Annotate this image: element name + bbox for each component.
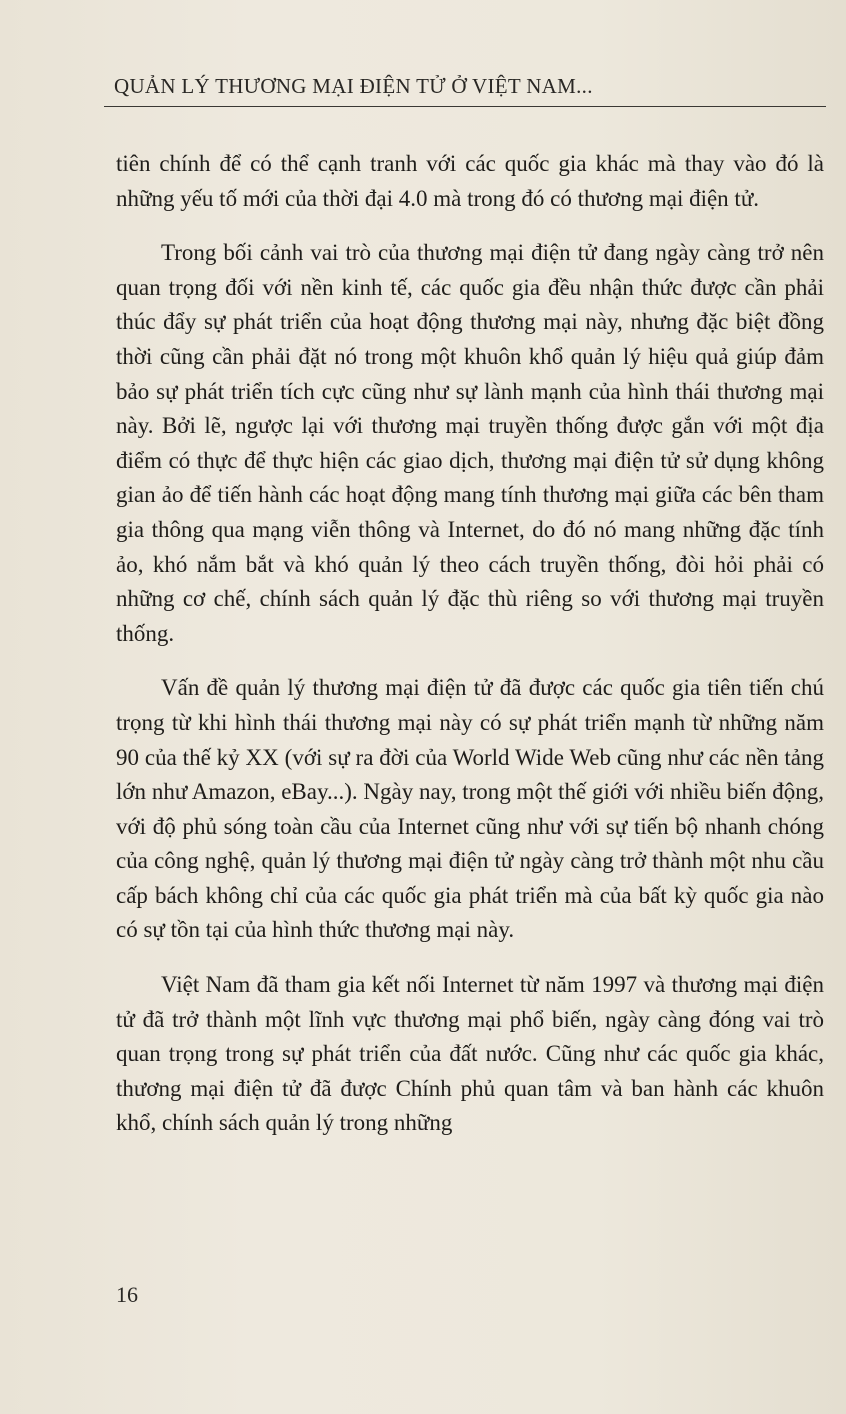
page-number: 16	[116, 1282, 138, 1307]
paragraph-continued: tiên chính để có thể cạnh tranh với các quốc gia khác mà thay vào đó là những yếu tố mới của thời đại 4.0 mà trong đó có thương mại điện tử.	[116, 151, 824, 211]
paragraph: Trong bối cảnh vai trò của thương mại điện tử đang ngày càng trở nên quan trọng đối với nền kinh tế, các quốc gia đều nhận thức được cần phải thúc đẩy sự phát triển của hoạt động thương mại này, nhưng đặc biệt đồng thời cũng cần phải đặt nó trong một khuôn khổ quản lý hiệu quả giúp đảm bảo sự phát triển tích cực cũng như sự lành mạnh của hình thái thương mại này. Bởi lẽ, ngược lại với thương mại truyền thống được gắn với một địa điểm có thực để thực hiện các giao dịch, thương mại điện tử sử dụng không gian ảo để tiến hành các hoạt động mang tính thương mại giữa các bên tham gia thông qua mạng viễn thông và Internet, do đó nó mang những đặc tính ảo, khó nắm bắt và khó quản lý theo cách truyền thống, đòi hỏi phải có những cơ chế, chính sách quản lý đặc thù riêng so với thương mại truyền thống.	[116, 240, 824, 646]
running-header: QUẢN LÝ THƯƠNG MẠI ĐIỆN TỬ Ở VIỆT NAM...	[114, 74, 593, 98]
paragraph: Việt Nam đã tham gia kết nối Internet từ năm 1997 và thương mại điện tử đã trở thành một lĩnh vực thương mại phổ biến, ngày càng đóng vai trò quan trọng trong sự phát triển của đất nước. Cũng như các quốc gia khác, thương mại điện tử đã được Chính phủ quan tâm và ban hành các khuôn khổ, chính sách quản lý trong những	[116, 972, 824, 1136]
paragraph: Vấn đề quản lý thương mại điện tử đã được các quốc gia tiên tiến chú trọng từ khi hình thái thương mại này có sự phát triển mạnh từ những năm 90 của thế kỷ XX (với sự ra đời của World Wide Web cũng như các nền tảng lớn như Amazon, eBay...). Ngày nay, trong một thế giới với nhiều biến động, với độ phủ sóng toàn cầu của Internet cũng như với sự tiến bộ nhanh chóng của công nghệ, quản lý thương mại điện tử ngày càng trở thành một nhu cầu cấp bách không chỉ của các quốc gia phát triển mà của bất kỳ quốc gia nào có sự tồn tại của hình thức thương mại này.	[116, 675, 824, 943]
body-text	[116, 147, 824, 1141]
header-rule	[104, 106, 826, 107]
